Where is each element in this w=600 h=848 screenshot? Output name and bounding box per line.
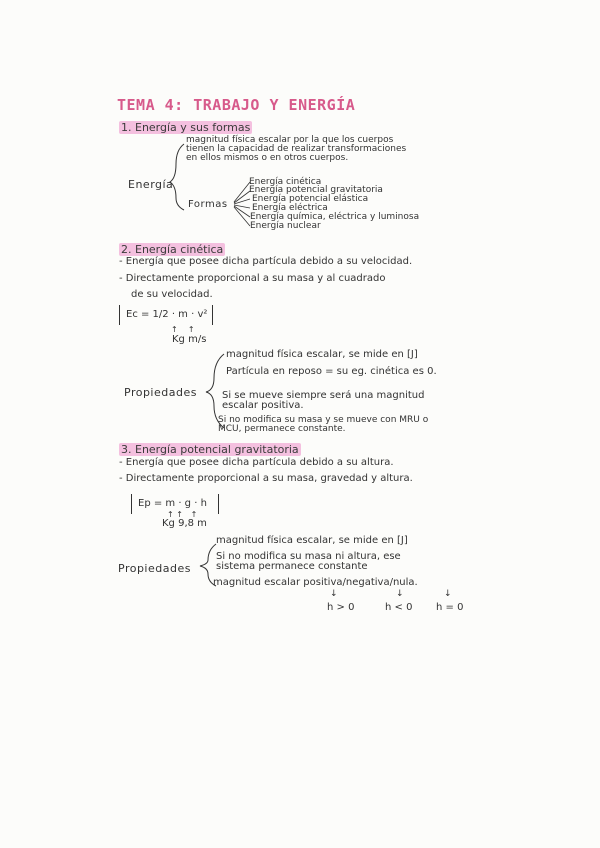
property-item: Si no modifica su masa ni altura, ese — [216, 551, 401, 562]
property-item: Partícula en reposo = su eg. cinética es 0. — [226, 366, 437, 377]
forma-item: Energía nuclear — [250, 221, 321, 231]
section-heading-energia-potencial: 3. Energía potencial gravitatoria — [121, 443, 299, 456]
arrow-glyph: ↓ — [444, 589, 452, 599]
property-item: magnitud física escalar, se mide en [J] — [226, 349, 418, 360]
section-heading-energia-formas: 1. Energía y sus formas — [121, 121, 251, 134]
arrow-glyph: ↓ — [330, 589, 338, 599]
definition-line: en ellos mismos o en otros cuerpos. — [186, 153, 349, 163]
text-line: - Directamente proporcional a su masa y al cuadrado — [119, 273, 386, 284]
property-item: escalar positiva. — [222, 400, 304, 411]
property-item: Si no modifica su masa y se mueve con MRU o — [218, 415, 429, 425]
propiedades-label: Propiedades — [124, 386, 197, 399]
potential-formula: Ep = m · g · h — [138, 498, 207, 509]
case-label: h = 0 — [436, 602, 464, 613]
text-line: - Directamente proporcional a su masa, gravedad y altura. — [119, 473, 413, 484]
forma-item: Energía potencial gravitatoria — [249, 185, 383, 195]
forma-item: Energía eléctrica — [252, 203, 328, 213]
text-line: - Energía que posee dicha partícula debido a su velocidad. — [119, 256, 413, 267]
page-title: TEMA 4: TRABAJO Y ENERGÍA — [117, 96, 356, 114]
property-item: magnitud física escalar, se mide en [J] — [216, 535, 408, 546]
definition-line: magnitud física escalar por la que los cuerpos — [186, 135, 394, 145]
arrow-glyph: ↑ ↑ ↑ — [167, 510, 198, 519]
formas-label: Formas — [188, 199, 228, 210]
case-label: h < 0 — [385, 602, 413, 613]
case-label: h > 0 — [327, 602, 355, 613]
kinetic-formula: Ec = 1/2 · m · v² — [126, 309, 208, 320]
energia-label: Energía — [128, 178, 174, 191]
property-item: sistema permanece constante — [216, 561, 368, 572]
property-item: magnitud escalar positiva/negativa/nula. — [213, 577, 418, 588]
propiedades-label: Propiedades — [118, 562, 191, 575]
energia-bracket — [168, 140, 188, 212]
arrow-glyph: ↑ ↑ — [171, 325, 195, 334]
forma-item: Energía cinética — [249, 177, 322, 187]
definition-line: tienen la capacidad de realizar transformaciones — [186, 144, 407, 154]
formula-box — [119, 305, 213, 325]
property-item: MCU, permanece constante. — [218, 424, 346, 434]
units: Kg 9,8 m — [162, 518, 207, 529]
forma-item: Energía química, eléctrica y luminosa — [250, 212, 420, 222]
property-item: Si se mueve siempre será una magnitud — [222, 390, 425, 401]
forma-item: Energía potencial elástica — [252, 194, 369, 204]
section-heading-energia-cinetica: 2. Energía cinética — [121, 243, 224, 256]
units: Kg m/s — [172, 334, 207, 345]
text-line: - Energía que posee dicha partícula debido a su altura. — [119, 457, 394, 468]
arrow-glyph: ↓ — [396, 589, 404, 599]
text-line: de su velocidad. — [131, 289, 213, 300]
